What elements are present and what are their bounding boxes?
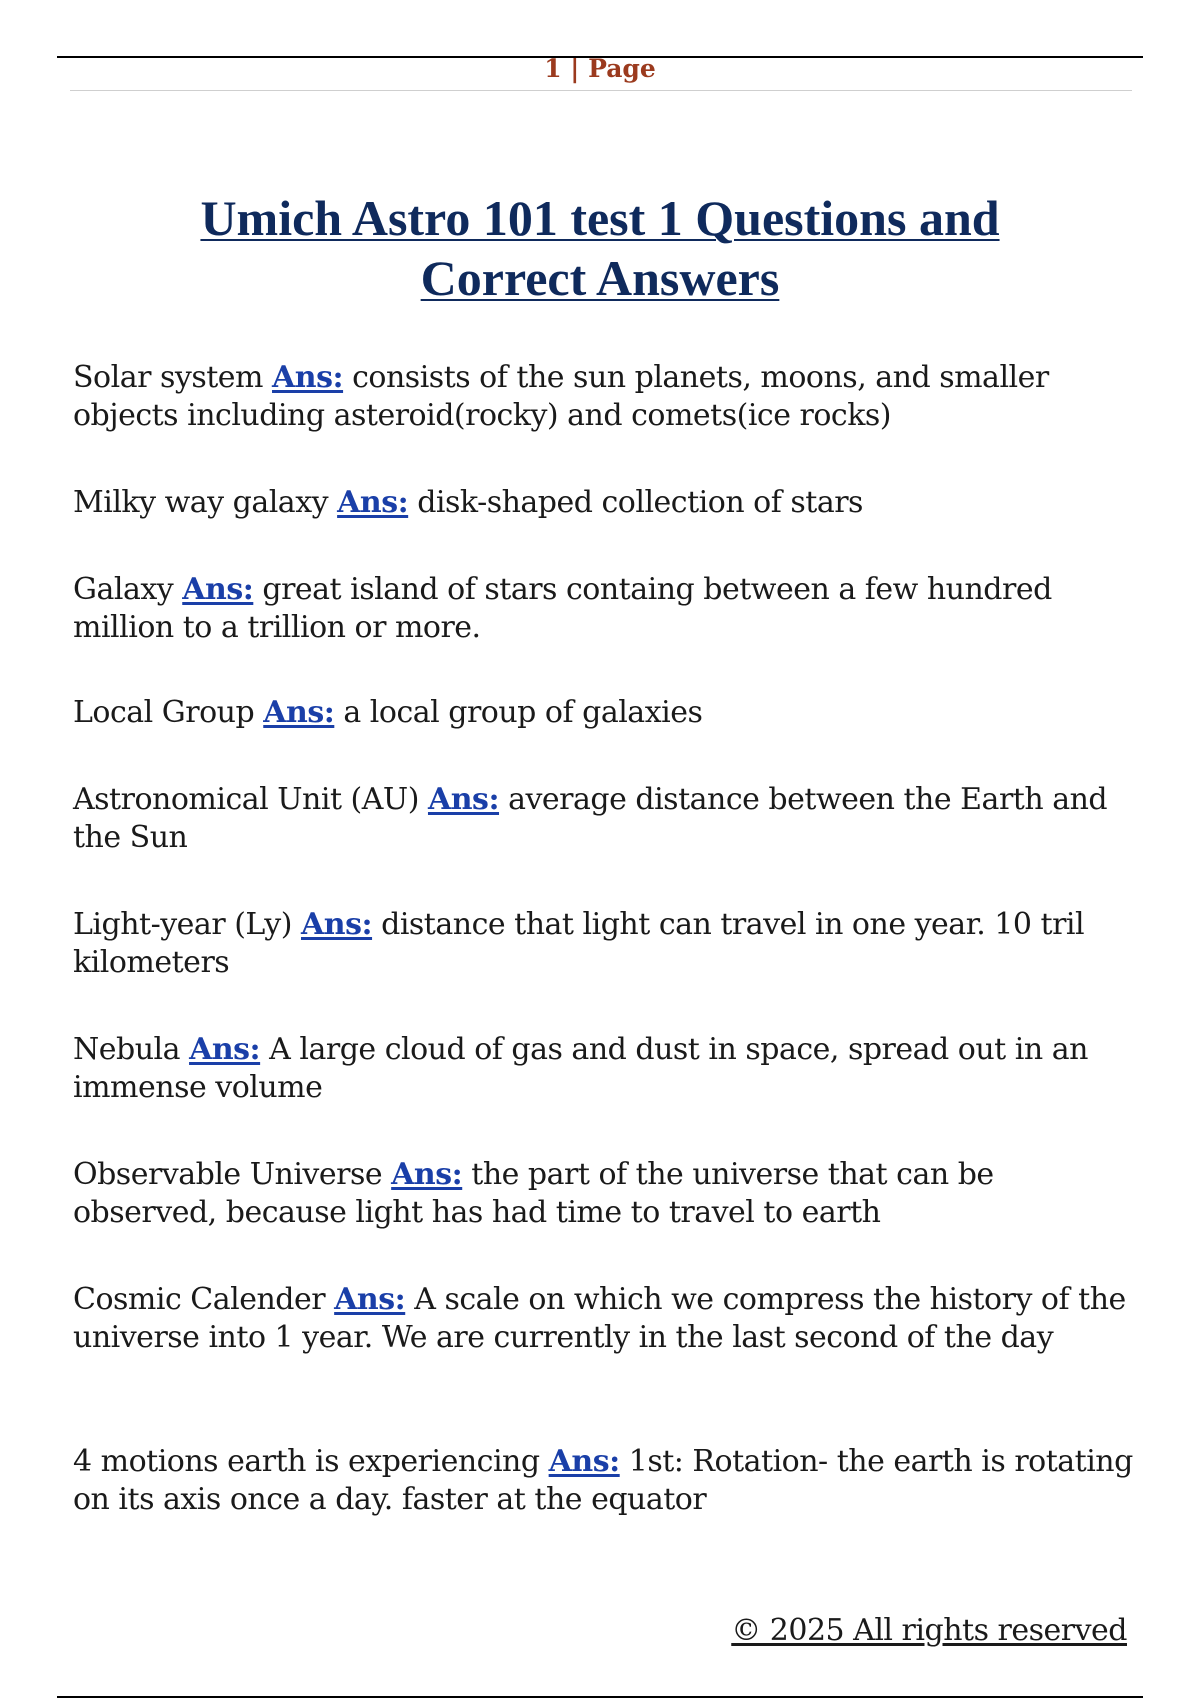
ans-link[interactable]: Ans:	[427, 782, 500, 817]
qa-term: Local Group	[73, 695, 255, 730]
title-line-1: Umich Astro 101 test 1 Questions and	[200, 190, 1000, 246]
bottom-rule	[57, 1696, 1143, 1698]
qa-item-observable-universe	[73, 1156, 1143, 1232]
qa-answer: a local group of galaxies	[343, 695, 703, 730]
ans-link[interactable]: Ans:	[182, 572, 254, 607]
qa-term: 4 motions earth is experiencing	[73, 1444, 540, 1479]
ans-link[interactable]: Ans:	[263, 695, 335, 730]
qa-answer: average distance between the Earth and the Sun	[73, 782, 1108, 855]
qa-answer: A large cloud of gas and dust in space, spread out in an immense volume	[73, 1032, 1088, 1105]
qa-term: Milky way galaxy	[73, 485, 329, 520]
qa-item-nebula	[73, 1031, 1143, 1107]
qa-answer: disk-shaped collection of stars	[417, 485, 863, 520]
document-title	[60, 188, 1140, 308]
qa-term: Solar system	[73, 360, 263, 395]
qa-term: Light-year (Ly)	[73, 907, 292, 942]
qa-answer: consists of the sun planets, moons, and smaller objects including asteroid(rocky) and comets(ice rocks)	[73, 360, 1049, 433]
qa-item-light-year	[73, 906, 1143, 982]
qa-answer: great island of stars containg between a few hundred million to a trillion or more.	[73, 572, 1052, 645]
header-rule	[70, 90, 1132, 91]
ans-link[interactable]: Ans:	[272, 360, 344, 395]
page-number: 1 | Page	[544, 54, 656, 83]
qa-answer: A scale on which we compress the history of the universe into 1 year. We are currently in the last second of the day	[73, 1282, 1126, 1355]
ans-link[interactable]: Ans:	[334, 1282, 406, 1317]
ans-link[interactable]: Ans:	[391, 1157, 463, 1192]
qa-item-astronomical-unit	[73, 781, 1143, 857]
qa-item-cosmic-calender	[73, 1281, 1143, 1357]
ans-link[interactable]: Ans:	[548, 1444, 620, 1479]
title-line-2: Correct Answers	[420, 250, 780, 306]
ans-link[interactable]: Ans:	[189, 1032, 261, 1067]
qa-item-solar-system	[73, 359, 1143, 435]
qa-answer: 1st: Rotation- the earth is rotating on its axis once a day. faster at the equator	[73, 1444, 1133, 1517]
qa-item-galaxy	[73, 571, 1143, 647]
ans-link[interactable]: Ans:	[301, 907, 373, 942]
qa-answer: distance that light can travel in one year. 10 tril kilometers	[73, 907, 1085, 980]
qa-term: Galaxy	[73, 572, 174, 607]
qa-term: Cosmic Calender	[73, 1282, 326, 1317]
ans-link[interactable]: Ans:	[337, 485, 409, 520]
copyright-notice: © 2025 All rights reserved	[731, 1613, 1127, 1648]
qa-item-earth-motions	[73, 1443, 1143, 1519]
qa-term: Nebula	[73, 1032, 181, 1067]
qa-term: Astronomical Unit (AU)	[73, 782, 419, 817]
qa-item-local-group	[73, 694, 1143, 732]
qa-term: Observable Universe	[73, 1157, 383, 1192]
qa-item-milky-way	[73, 484, 1143, 522]
qa-answer: the part of the universe that can be observed, because light has had time to travel to earth	[73, 1157, 994, 1230]
